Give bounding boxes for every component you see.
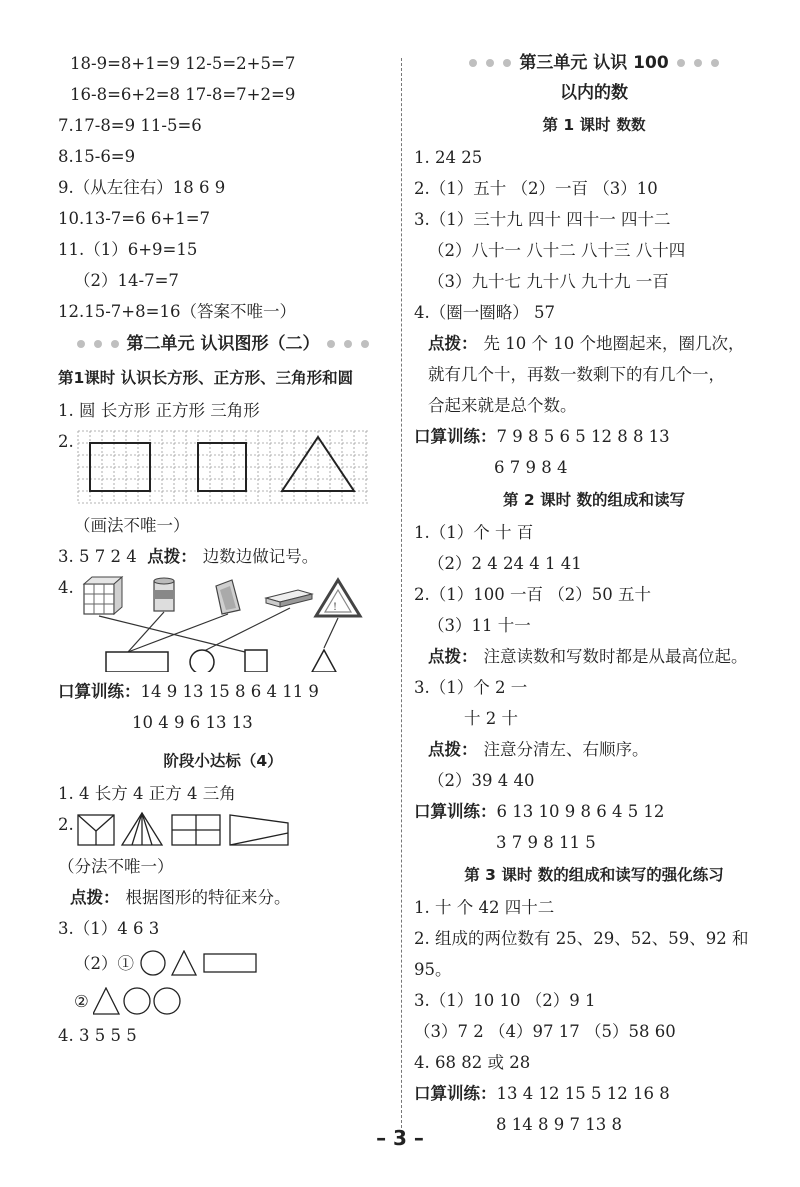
lesson-title: 第 3 课时 数的组成和读写的强化练习 <box>464 866 724 884</box>
grid-drawing-figure <box>77 430 369 504</box>
left-column <box>58 48 388 1051</box>
tip-label: 点拨： <box>70 888 120 907</box>
stage-test-title: 阶段小达标（4） <box>163 752 283 770</box>
shape-division-figure <box>76 811 306 851</box>
tip-text: 根据图形的特征来分。 <box>125 888 291 907</box>
answer-line: 9.（从左往右）18 6 9 <box>58 178 226 197</box>
unit-2-title-row <box>58 327 388 361</box>
answer-line: （2）14-7=7 <box>74 271 179 290</box>
answer-line: 10.13-7=6 6+1=7 <box>58 209 211 228</box>
tip-text-cont: 合起来就是总个数。 <box>428 396 577 415</box>
oral-training-label: 口算训练： <box>58 682 141 701</box>
sub-label: （2）① <box>74 953 134 973</box>
answer-line: 1. 24 25 <box>414 148 483 167</box>
matching-figure <box>80 576 370 672</box>
answer-line: 95。 <box>414 960 452 979</box>
shapes-row-1 <box>58 944 388 982</box>
oral-training <box>414 1078 774 1109</box>
oral-training <box>414 796 774 827</box>
answer-line: 12.15-7+8=16（答案不唯一） <box>58 302 296 321</box>
tip-label: 点拨： <box>428 740 478 759</box>
box-icon <box>216 580 240 614</box>
unit-3-title: 第三单元 认识 100 <box>519 53 669 73</box>
answer-line: 4. 68 82 或 28 <box>414 1053 531 1072</box>
question-number: 2. <box>58 432 74 451</box>
answer-line: 2.（1）100 一百 （2）50 五十 <box>414 585 651 604</box>
oral-answers-cont: 8 14 8 9 7 13 8 <box>496 1115 622 1134</box>
circle-shape <box>190 650 214 672</box>
answer-line: 3.（1）4 6 3 <box>58 919 160 938</box>
unit-3-title-row <box>414 48 774 78</box>
oral-training <box>414 421 774 452</box>
answer-line: 3.（1）10 10 （2）9 1 <box>414 991 596 1010</box>
tip-line <box>414 641 774 672</box>
answer-line: 7.17-8=9 11-5=6 <box>58 116 202 135</box>
lesson-subtitle: 数数 <box>616 118 646 134</box>
oral-answers-cont: 3 7 9 8 11 5 <box>496 833 596 852</box>
oral-training-label: 口算训练： <box>414 1084 497 1103</box>
unit-3-title-line2: 以内的数 <box>560 83 628 103</box>
tip-line <box>58 882 388 913</box>
right-column <box>414 48 774 1140</box>
sub-label: ② <box>74 991 89 1011</box>
answer-line: 2.（1）五十 （2）一百 （3）10 <box>414 179 658 198</box>
dvd-player-icon <box>266 590 312 607</box>
answer-line <box>58 541 388 572</box>
lesson-number: 第 1 课时 <box>542 116 611 134</box>
tip-text: 注意分清左、右顺序。 <box>483 740 649 759</box>
answer-line: 2. 组成的两位数有 25、29、52、59、92 和 <box>414 929 749 948</box>
square-shape <box>245 650 267 672</box>
oral-answers: 13 4 12 15 5 12 16 8 <box>496 1084 670 1103</box>
stage-q2-figure-row <box>58 809 388 851</box>
oral-training-label: 口算训练： <box>414 427 497 446</box>
decor-dots <box>77 340 119 348</box>
answer-line: （2）39 4 40 <box>428 771 535 790</box>
answer-line: 3.（1）三十九 四十 四十一 四十二 <box>414 210 671 229</box>
answer-line: （2）八十一 八十二 八十三 八十四 <box>428 241 686 260</box>
lesson-title <box>414 108 774 142</box>
question-2-figure-row <box>58 426 388 510</box>
tip-text-cont: 就有几个十，再数一数剩下的有几个一， <box>428 365 725 384</box>
answer-line: 十 2 十 <box>464 709 518 728</box>
tip-text: 边数边做记号。 <box>202 547 319 566</box>
lesson-title: 第 2 课时 数的组成和读写 <box>503 491 685 509</box>
shapes-triangle-circle-circle <box>93 987 183 1015</box>
svg-text:!: ! <box>333 602 338 613</box>
answer-note: （分法不唯一） <box>58 857 174 876</box>
warning-sign-icon <box>316 580 360 616</box>
answer-line: 8.15-6=9 <box>58 147 136 166</box>
triangle-shape <box>312 650 336 672</box>
answer-text: 3. 5 7 2 4 <box>58 547 137 566</box>
answer-line: 4.（圈一圈略） 57 <box>414 303 555 322</box>
decor-dots <box>677 59 719 67</box>
answer-line: 4. 3 5 5 5 <box>58 1026 137 1045</box>
tip-label: 点拨： <box>428 647 478 666</box>
question-number: 4. <box>58 578 74 597</box>
tip-label: 点拨： <box>147 547 197 566</box>
answer-line: （3）九十七 九十八 九十九 一百 <box>428 272 669 291</box>
tip-line <box>414 734 774 765</box>
decor-dots <box>327 340 369 348</box>
answer-line: 16-8=6+2=8 17-8=7+2=9 <box>70 85 296 104</box>
answer-note: （画法不唯一） <box>74 516 190 535</box>
answer-line: 1. 4 长方 4 正方 4 三角 <box>58 784 236 803</box>
answer-line: （3）7 2 （4）97 17 （5）58 60 <box>414 1022 676 1041</box>
can-icon <box>154 578 174 611</box>
question-4-matching-row <box>58 572 388 672</box>
answer-line: 11.（1）6+9=15 <box>58 240 198 259</box>
oral-answers: 14 9 13 15 8 6 4 11 9 <box>140 682 319 701</box>
oral-answers-cont: 6 7 9 8 4 <box>494 458 568 477</box>
rectangle-shape <box>106 652 168 672</box>
answer-line: 1. 十 个 42 四十二 <box>414 898 555 917</box>
answer-line: （3）11 十一 <box>428 616 531 635</box>
answer-line: 18-9=8+1=9 12-5=2+5=7 <box>70 54 296 73</box>
tip-line <box>414 328 774 359</box>
answer-line: 1.（1）个 十 百 <box>414 523 534 542</box>
oral-training <box>58 676 388 707</box>
tip-label: 点拨： <box>428 334 478 353</box>
shapes-circle-triangle-rect <box>140 950 258 976</box>
matching-lines <box>99 608 338 652</box>
oral-training-label: 口算训练： <box>414 802 497 821</box>
tip-text: 先 10 个 10 个地圈起来，圈几次， <box>483 334 745 353</box>
rubik-cube-icon <box>84 577 122 614</box>
shapes-row-2 <box>58 982 388 1020</box>
answer-line: 3.（1）个 2 一 <box>414 678 528 697</box>
lesson-title: 第1课时 认识长方形、正方形、三角形和圆 <box>58 369 354 387</box>
question-number: 2. <box>58 815 74 834</box>
oral-answers-cont: 10 4 9 6 13 13 <box>132 713 253 732</box>
tip-text: 注意读数和写数时都是从最高位起。 <box>483 647 748 666</box>
answer-line: 1. 圆 长方形 正方形 三角形 <box>58 401 260 420</box>
unit-2-title: 第二单元 认识图形（二） <box>126 334 320 354</box>
oral-answers: 6 13 10 9 8 6 4 5 12 <box>496 802 665 821</box>
answer-line: （2）2 4 24 4 1 41 <box>428 554 582 573</box>
decor-dots <box>469 59 511 67</box>
oral-answers: 7 9 8 5 6 5 12 8 8 13 <box>496 427 670 446</box>
page-number: – 3 – <box>376 1126 424 1150</box>
column-divider <box>401 58 402 1138</box>
